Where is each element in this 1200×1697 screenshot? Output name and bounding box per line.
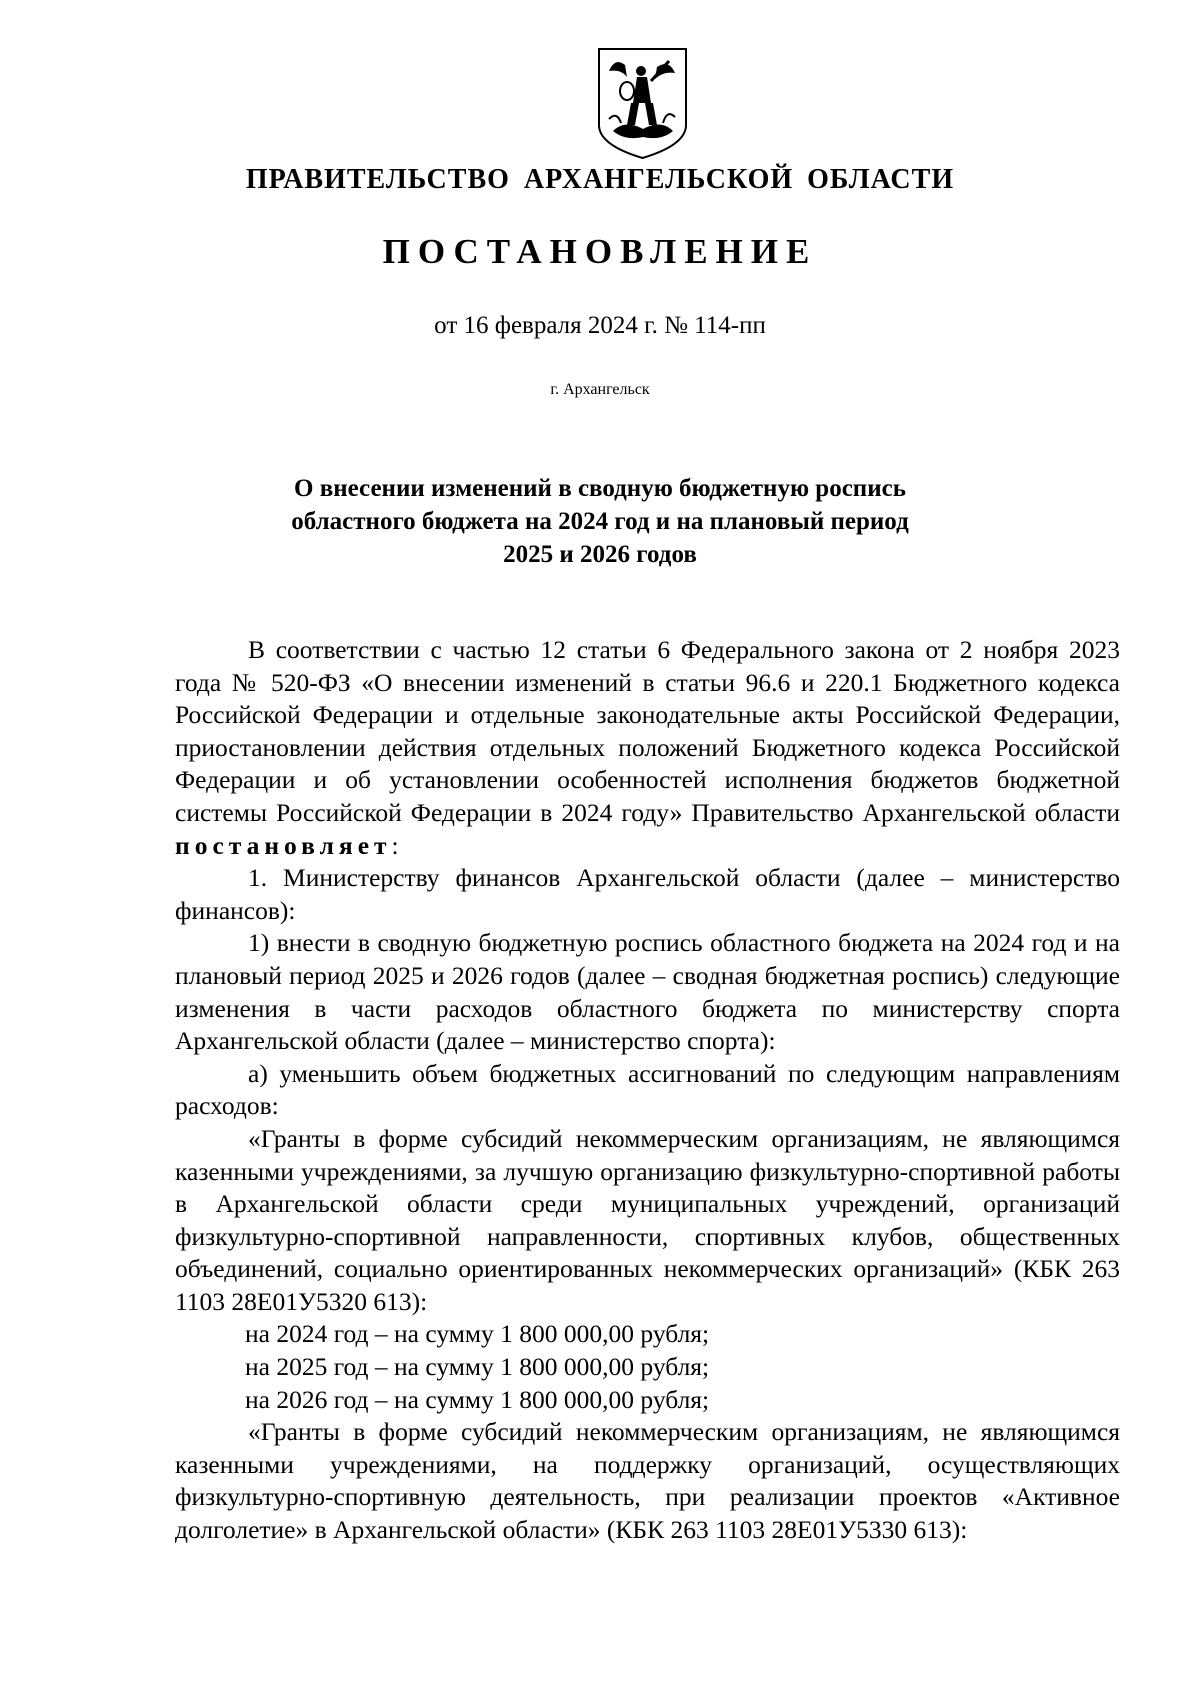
paragraph-subitem-1: 1) внести в сводную бюджетную роспись областного бюджета на 2024 год и на плановый период 2025 и 2026 годов (далее – сводная бюджетная роспись) следующие изменения в части расходов областного бюджета по министерству спорта Архангельской области (далее – министерство спорта):	[175, 928, 1120, 1056]
document-body	[175, 634, 1120, 1547]
subject-line: областного бюджета на 2024 год и на плановый период	[291, 508, 909, 535]
paragraph-grant-2: «Гранты в форме субсидий некоммерческим организациям, не являющимся казенными учреждениями, на поддержку организаций, осуществляющих физкультурно-спортивную деятельность, при реализации проектов «Активное долголетие» в Архангельской области» (КБК 263 1103 28Е01У5330 613):	[175, 1417, 1120, 1545]
subject-line: 2025 и 2026 годов	[503, 541, 697, 568]
organization-name: ПРАВИТЕЛЬСТВО АРХАНГЕЛЬСКОЙ ОБЛАСТИ	[245, 164, 955, 195]
amount-line: на 2026 год – на сумму 1 800 000,00 рубля;	[245, 1384, 710, 1414]
decree-word: постановляет	[175, 830, 392, 860]
paragraph-grant-1: «Гранты в форме субсидий некоммерческим организациям, не являющимся казенными учреждениями, за лучшую организацию физкультурно-спортивной работы в Архангельской области среди муниципальных учреждений, организаций физкультурно-спортивной направленности, спортивных клубов, общественных объединений, социально ориентированных некоммерческих организаций» (КБК 263 1103 28Е01У5320 613):	[175, 1123, 1120, 1316]
preamble-end: :	[391, 830, 399, 860]
coat-of-arms-icon	[595, 45, 690, 162]
document-subject	[0, 472, 1200, 571]
preamble-text: В соответствии с частью 12 статьи 6 Федерального закона от 2 ноября 2023 года № 520-ФЗ «О внесении изменений в статьи 96.6 и 220.1 Бюджетного кодекса Российской Федерации и отдельные законодательные акты Российской Федерации, приостановлении действия отдельных положений Бюджетного кодекса Российской Федерации и об установлении особенностей исполнения бюджетов бюджетной системы Российской Федерации в 2024 году» Правительство Архангельской области	[175, 635, 1120, 827]
paragraph-item-1: 1. Министерству финансов Архангельской области (далее – министерство финансов):	[175, 863, 1120, 925]
amount-line: на 2024 год – на сумму 1 800 000,00 рубля;	[245, 1319, 710, 1349]
amount-line: на 2025 год – на сумму 1 800 000,00 рубля;	[245, 1352, 710, 1382]
document-city: г. Архангельск	[550, 381, 650, 398]
paragraph-preamble	[175, 634, 1120, 862]
subject-line: О внесении изменений в сводную бюджетную роспись	[294, 475, 906, 502]
document-date-number: от 16 февраля 2024 г. № 114-пп	[434, 312, 766, 339]
document-type: ПОСТАНОВЛЕНИЕ	[382, 232, 818, 271]
paragraph-subitem-a: а) уменьшить объем бюджетных ассигнований по следующим направлениям расходов:	[175, 1058, 1120, 1121]
